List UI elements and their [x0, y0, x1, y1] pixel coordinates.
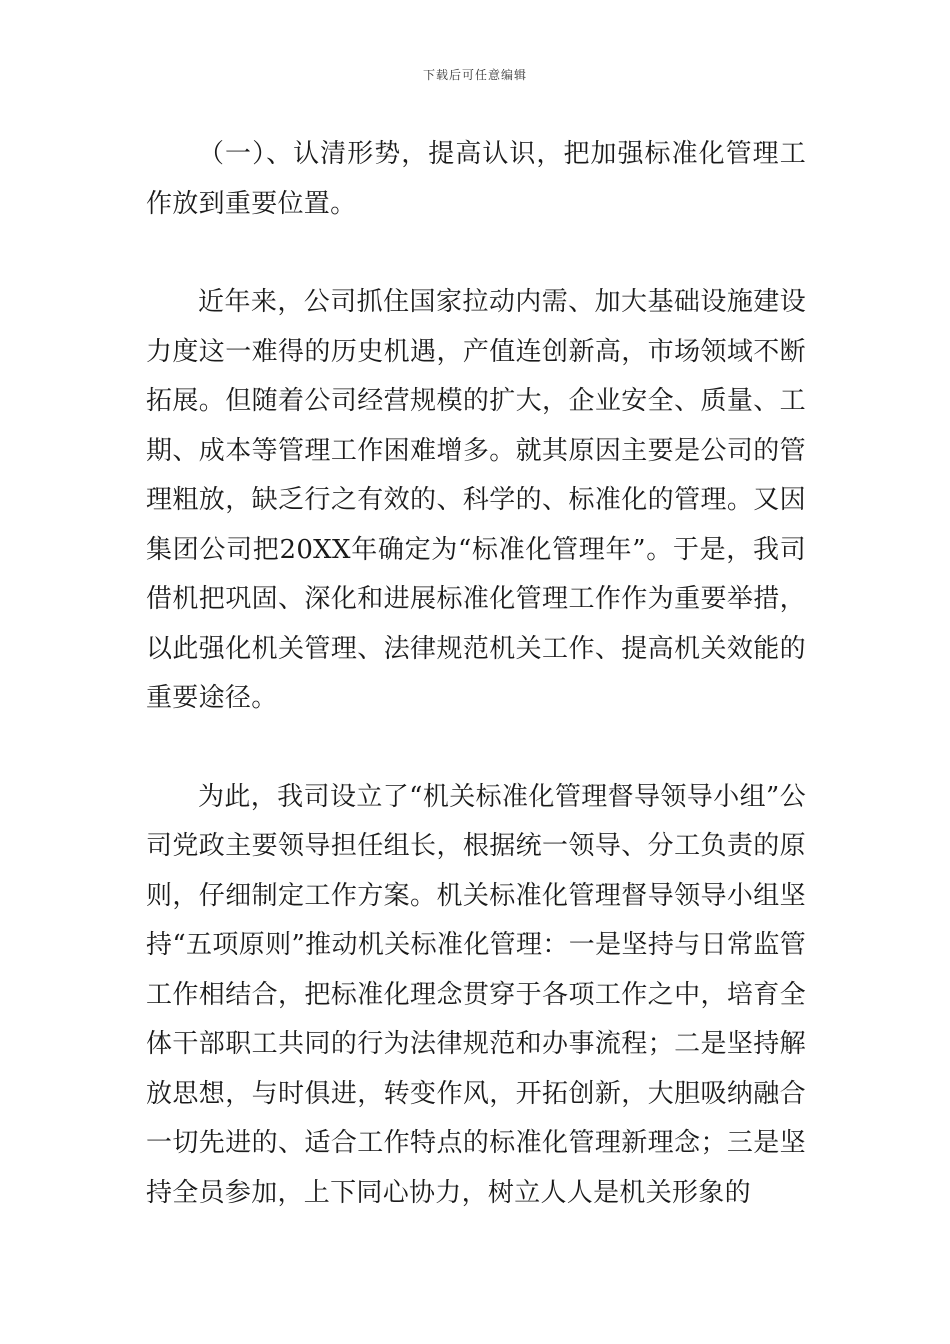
paragraph-measures: 为此，我司设立了“机关标准化管理督导领导小组”公司党政主要领导担任组长，根据统一领导、分工负责的原则，仔细制定工作方案。机关标准化管理督导领导小组坚持“五项原则”推动机关标准化管理：一是坚持与日常监管工作相结合，把标准化理念贯穿于各项工作之中，培育全体干部职工共同的行为法律规范和办事流程；二是坚持解放思想，与时俱进，转变作风，开拓创新，大胆吸纳融合一切先进的、适合工作特点的标准化管理新理念；三是坚持全员参加，上下同心协力，树立人人是机关形象的: [146, 781, 806, 1208]
paragraph-background: 近年来，公司抓住国家拉动内需、加大基础设施建设力度这一难得的历史机遇，产值连创新高，市场领域不断拓展。但随着公司经营规模的扩大，企业安全、质量、工期、成本等管理工作困难增多。就其原因主要是公司的管理粗放，缺乏行之有效的、科学的、标准化的管理。又因集团公司把20XX年确定为“标准化管理年”。于是，我司借机把巩固、深化和进展标准化管理工作作为重要举措，以此强化机关管理、法律规范机关工作、提高机关效能的重要途径。: [146, 287, 806, 713]
paragraph-section-heading: （一）、认清形势，提高认识，把加强标准化管理工作放到重要位置。: [146, 139, 806, 219]
document-body: [146, 130, 806, 1218]
header-note: 下载后可任意编辑: [422, 68, 527, 82]
